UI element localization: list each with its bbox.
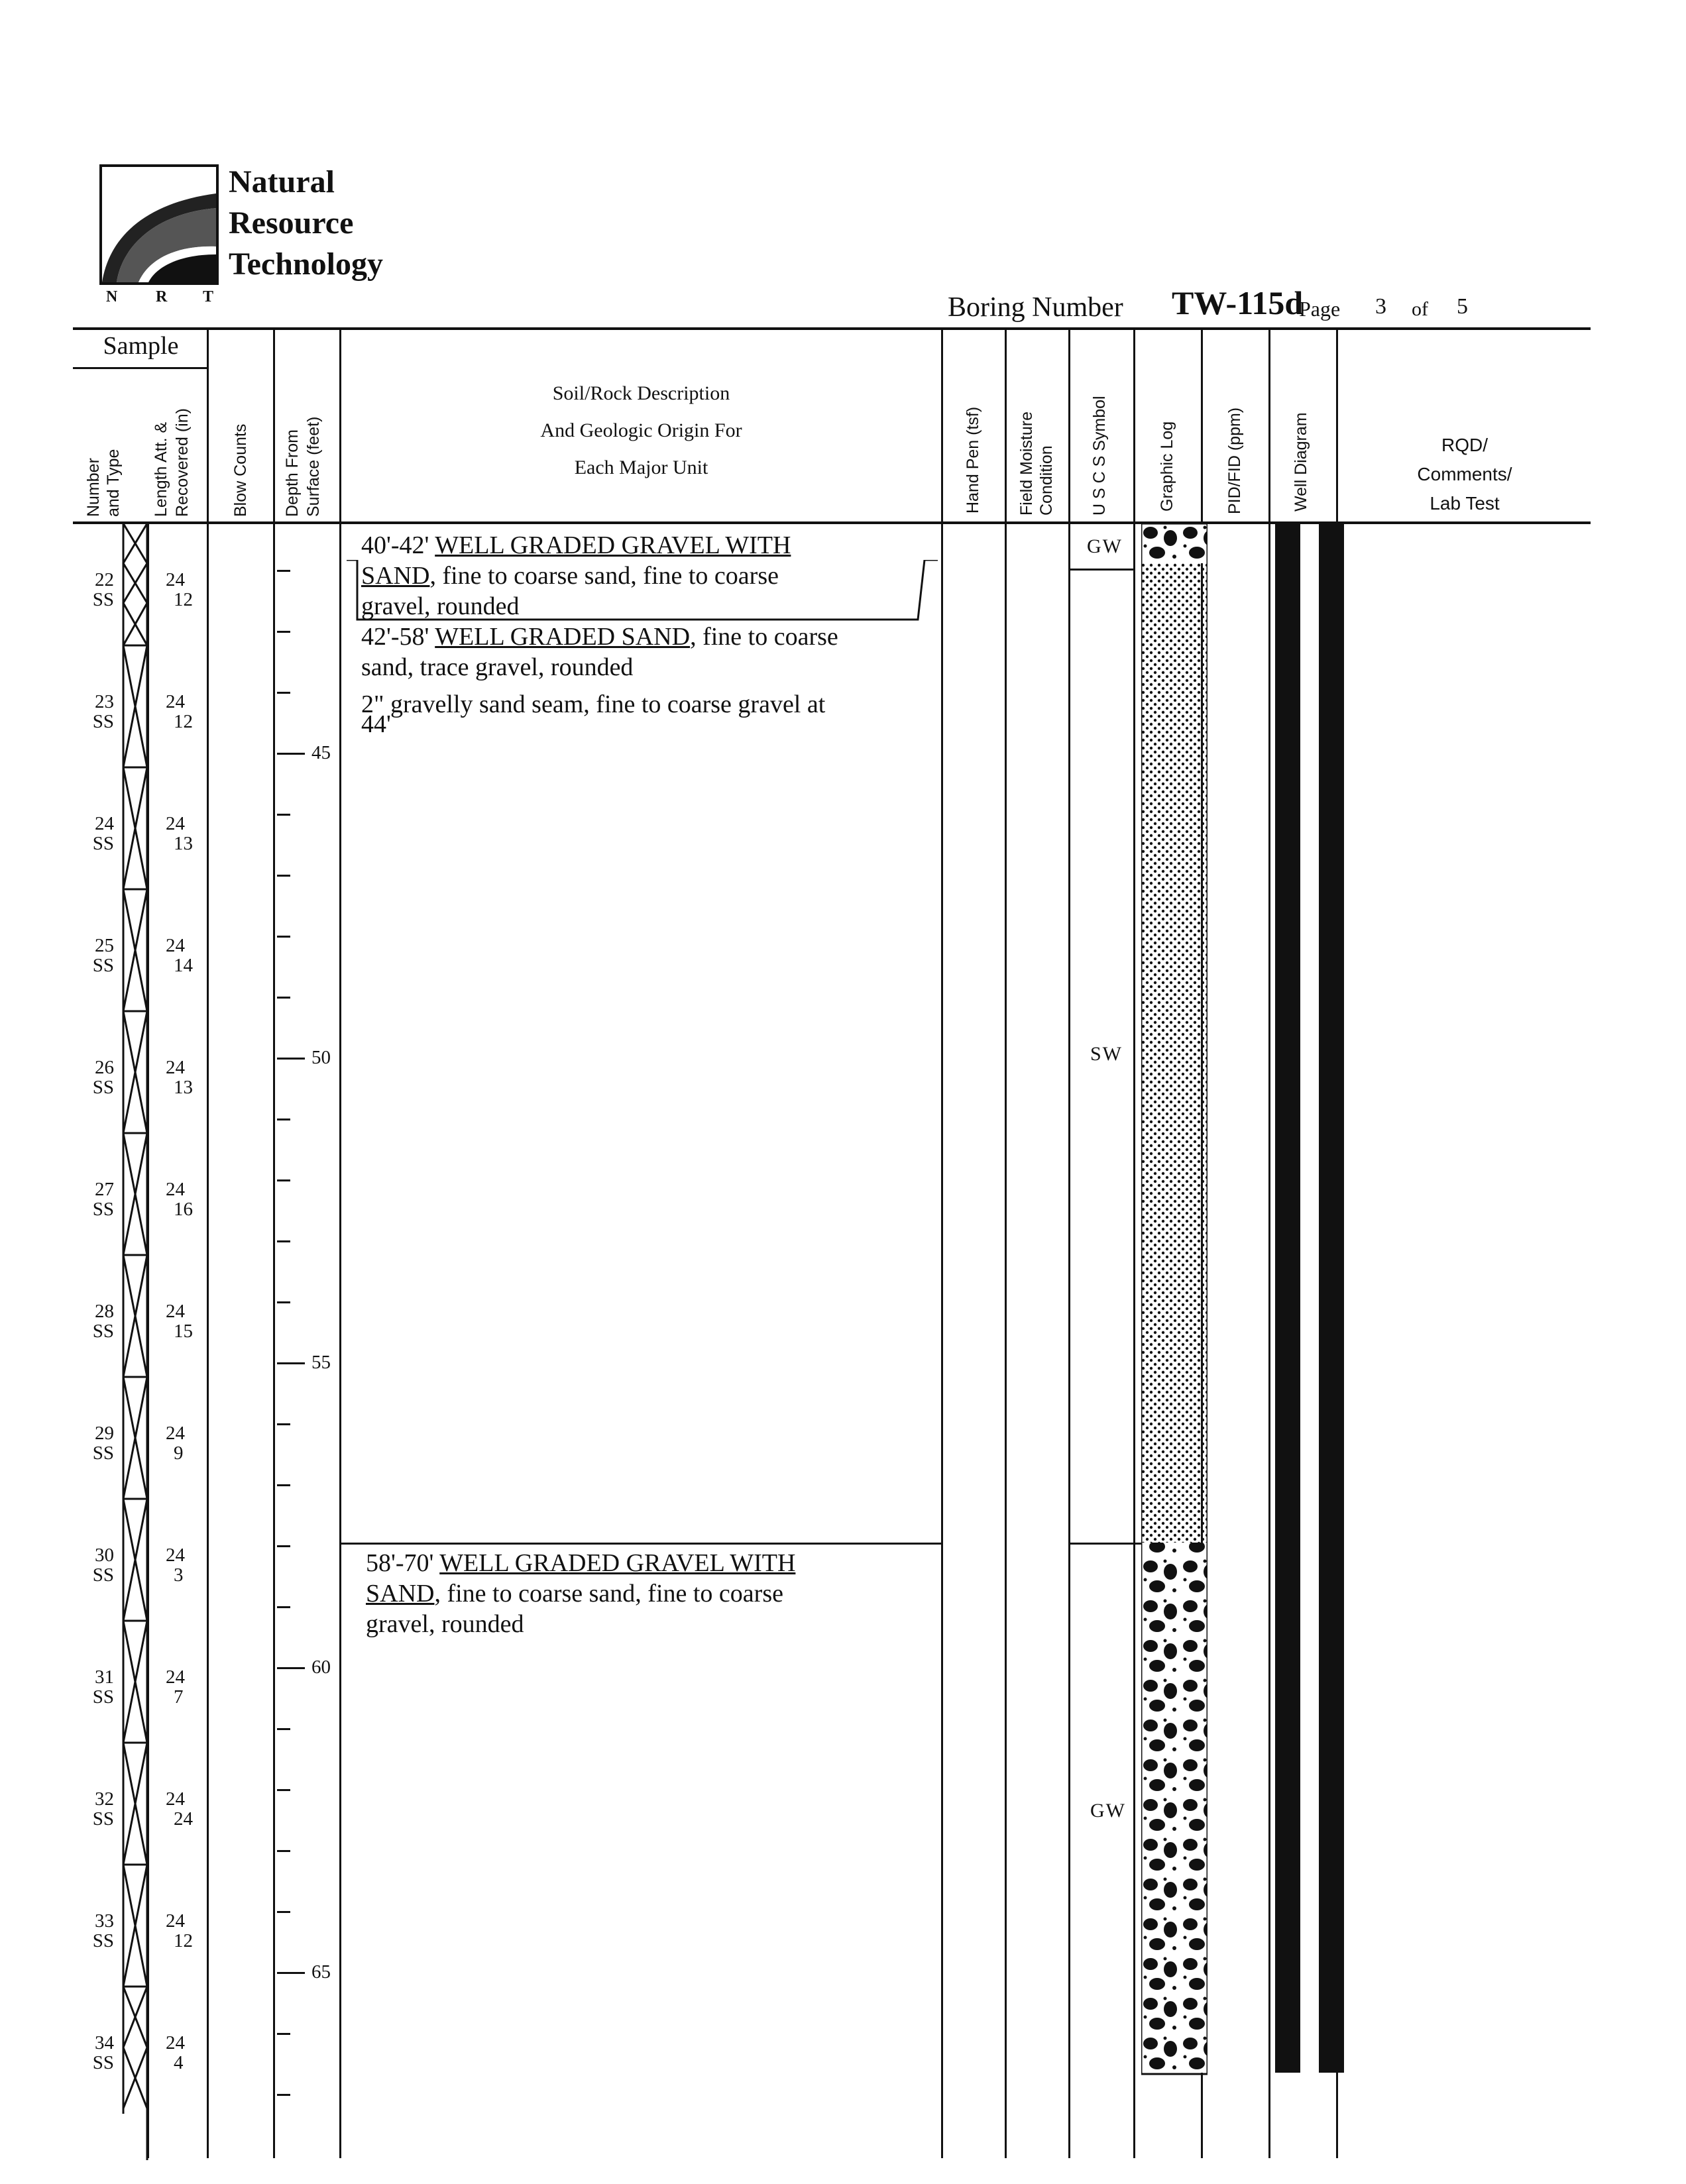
unit3-rest-a: , fine to coarse sand, fine to coarse bbox=[434, 1580, 783, 1608]
depth-major-tick bbox=[277, 1058, 305, 1060]
depth-label-60: 60 bbox=[311, 1657, 331, 1678]
depth-major-tick bbox=[277, 753, 305, 755]
sample-number-type bbox=[74, 2033, 114, 2073]
unit2-note-b: 44' bbox=[361, 710, 391, 738]
sample-length-recovered bbox=[166, 1423, 205, 1463]
unit3-range: 58'-70' bbox=[366, 1549, 434, 1577]
logo-letter-t: T bbox=[203, 288, 214, 305]
sample-length-recovered bbox=[166, 1545, 205, 1585]
page-label: Page bbox=[1299, 297, 1341, 321]
sample-number-type bbox=[74, 692, 114, 732]
col-divider bbox=[1268, 327, 1270, 2158]
sample-type: SS bbox=[92, 711, 114, 732]
logo-graphic bbox=[102, 167, 216, 282]
sample-number-type bbox=[74, 1058, 114, 1097]
depth-minor-tick bbox=[277, 1545, 290, 1547]
rqd-header bbox=[1339, 431, 1591, 518]
depth-major-tick bbox=[277, 1362, 305, 1364]
col-divider bbox=[1068, 327, 1070, 2158]
company-name-line2: Resource bbox=[229, 205, 354, 241]
sample-type: SS bbox=[92, 1199, 114, 1220]
depth-minor-tick bbox=[277, 1119, 290, 1120]
uscs-header: U S C S Symbol bbox=[1090, 396, 1109, 516]
sample-number-type bbox=[74, 814, 114, 853]
sample-interval-graphic bbox=[122, 523, 148, 2160]
unit2-rest-a: , fine to coarse bbox=[690, 623, 838, 651]
depth-minor-tick bbox=[277, 814, 290, 816]
depth-minor-tick bbox=[277, 997, 290, 999]
depth-header-2: Surface (feet) bbox=[304, 416, 323, 517]
sample-length: 24 bbox=[166, 1423, 185, 1444]
sample-length: 24 bbox=[166, 813, 185, 834]
sample-number: 32 bbox=[95, 1788, 114, 1810]
sample-recovered: 3 bbox=[174, 1564, 184, 1586]
sample-length: 24 bbox=[166, 1057, 185, 1078]
depth-minor-tick bbox=[277, 1606, 290, 1608]
logo-letter-r: R bbox=[156, 288, 168, 305]
page-number: 3 bbox=[1375, 294, 1386, 319]
uscs-symbol-sw: SW bbox=[1090, 1043, 1123, 1065]
description-header bbox=[341, 375, 941, 486]
rqd-header-line3: Lab Test bbox=[1430, 493, 1500, 514]
field-moisture-header-2: Condition bbox=[1037, 445, 1056, 516]
sample-number-type bbox=[74, 1789, 114, 1829]
depth-label-50: 50 bbox=[311, 1047, 331, 1068]
depth-minor-tick bbox=[277, 936, 290, 938]
sample-length-recovered bbox=[166, 692, 205, 732]
col-divider bbox=[1133, 327, 1135, 2158]
boring-number-label: Boring Number bbox=[948, 292, 1123, 323]
rqd-header-line2: Comments/ bbox=[1417, 464, 1512, 484]
sample-type: SS bbox=[92, 1930, 114, 1951]
sample-recovered: 9 bbox=[174, 1443, 184, 1464]
col-divider bbox=[1005, 327, 1007, 2158]
unit1-name-a: WELL GRADED GRAVEL WITH bbox=[435, 531, 791, 559]
unit3-name-b: SAND bbox=[366, 1580, 435, 1608]
depth-minor-tick bbox=[277, 692, 290, 694]
logo-letter-n: N bbox=[106, 288, 118, 305]
sample-length-recovered bbox=[166, 1911, 205, 1951]
sample-length: 24 bbox=[166, 691, 185, 712]
depth-minor-tick bbox=[277, 1850, 290, 1852]
unit3-description bbox=[366, 1548, 936, 1639]
sample-recovered: 13 bbox=[174, 833, 193, 854]
depth-major-tick bbox=[277, 1972, 305, 1974]
sample-number: 31 bbox=[95, 1666, 114, 1688]
description-header-line2: And Geologic Origin For bbox=[540, 419, 742, 441]
number-type-header-2: and Type bbox=[104, 449, 123, 517]
sample-number-type bbox=[74, 1423, 114, 1463]
unit1-rest-b: gravel, rounded bbox=[361, 592, 520, 620]
depth-major-tick bbox=[277, 1667, 305, 1669]
sample-recovered: 4 bbox=[174, 2052, 184, 2073]
sample-length-recovered bbox=[166, 1179, 205, 1219]
uscs-symbol-gw-bottom: GW bbox=[1090, 1800, 1126, 1822]
sample-type: SS bbox=[92, 1564, 114, 1586]
sample-type: SS bbox=[92, 589, 114, 610]
depth-header-1: Depth From bbox=[283, 429, 302, 517]
unit3-rest-b: gravel, rounded bbox=[366, 1610, 524, 1638]
sample-number-type bbox=[74, 936, 114, 975]
unit3-name-a: WELL GRADED GRAVEL WITH bbox=[439, 1549, 796, 1577]
sample-type: SS bbox=[92, 1686, 114, 1708]
unit2-rest-b: sand, trace gravel, rounded bbox=[361, 653, 634, 681]
sample-number: 28 bbox=[95, 1301, 114, 1322]
sample-length-recovered bbox=[166, 2033, 205, 2073]
col-divider bbox=[941, 327, 943, 2158]
sample-length-recovered bbox=[166, 570, 205, 610]
sample-number: 24 bbox=[95, 813, 114, 834]
unit1-name-b: SAND bbox=[361, 562, 430, 590]
company-logo bbox=[99, 164, 219, 285]
field-moisture-header-1: Field Moisture bbox=[1017, 411, 1036, 516]
description-header-line1: Soil/Rock Description bbox=[552, 382, 730, 404]
sample-type: SS bbox=[92, 1077, 114, 1098]
depth-minor-tick bbox=[277, 1728, 290, 1730]
sample-length-recovered bbox=[166, 936, 205, 975]
sample-number-type bbox=[74, 1667, 114, 1707]
depth-minor-tick bbox=[277, 1789, 290, 1791]
description-header-line3: Each Major Unit bbox=[574, 457, 708, 478]
page-of-label: of bbox=[1412, 298, 1428, 320]
depth-minor-tick bbox=[277, 2033, 290, 2035]
sample-type: SS bbox=[92, 1321, 114, 1342]
sample-number: 22 bbox=[95, 569, 114, 590]
hand-pen-header: Hand Pen (tsf) bbox=[964, 406, 982, 514]
sample-length: 24 bbox=[166, 1910, 185, 1932]
sample-recovered: 16 bbox=[174, 1199, 193, 1220]
sample-type: SS bbox=[92, 2052, 114, 2073]
sample-recovered: 7 bbox=[174, 1686, 184, 1708]
sample-number: 29 bbox=[95, 1423, 114, 1444]
pid-fid-header: PID/FID (ppm) bbox=[1225, 407, 1244, 514]
blow-counts-header: Blow Counts bbox=[231, 423, 250, 517]
sample-recovered: 15 bbox=[174, 1321, 193, 1342]
length-header-2: Recovered (in) bbox=[173, 408, 192, 517]
well-diagram-header: Well Diagram bbox=[1292, 412, 1310, 512]
depth-minor-tick bbox=[277, 875, 290, 877]
depth-minor-tick bbox=[277, 1179, 290, 1181]
sample-number: 30 bbox=[95, 1545, 114, 1566]
number-type-header-1: Number bbox=[84, 458, 103, 517]
sample-length: 24 bbox=[166, 569, 185, 590]
sample-number: 27 bbox=[95, 1179, 114, 1200]
graphic-log-pattern bbox=[1141, 523, 1208, 2087]
well-casing-left bbox=[1275, 523, 1300, 2073]
unit1-rest-a: , fine to coarse sand, fine to coarse bbox=[429, 562, 779, 590]
sample-length: 24 bbox=[166, 1545, 185, 1566]
graphic-log-header: Graphic Log bbox=[1158, 421, 1176, 512]
sample-length: 24 bbox=[166, 1179, 185, 1200]
sample-recovered: 12 bbox=[174, 589, 193, 610]
sample-length-recovered bbox=[166, 814, 205, 853]
sample-number: 23 bbox=[95, 691, 114, 712]
depth-minor-tick bbox=[277, 1423, 290, 1425]
sample-number-type bbox=[74, 1179, 114, 1219]
sample-length: 24 bbox=[166, 935, 185, 956]
unit2-description bbox=[361, 622, 938, 739]
sample-number-type bbox=[74, 1545, 114, 1585]
sample-number-type bbox=[74, 1911, 114, 1951]
depth-label-55: 55 bbox=[311, 1352, 331, 1373]
header-bottom-rule bbox=[73, 521, 1591, 524]
depth-minor-tick bbox=[277, 1911, 290, 1913]
depth-label-65: 65 bbox=[311, 1961, 331, 1983]
sample-number: 26 bbox=[95, 1057, 114, 1078]
boring-number-value: TW-115d bbox=[1172, 284, 1304, 321]
depth-minor-tick bbox=[277, 631, 290, 633]
depth-minor-tick bbox=[277, 1301, 290, 1303]
length-header-1: Length Att. & bbox=[152, 421, 170, 517]
sample-length: 24 bbox=[166, 2032, 185, 2053]
sample-type: SS bbox=[92, 955, 114, 976]
depth-minor-tick bbox=[277, 1240, 290, 1242]
depth-minor-tick bbox=[277, 1484, 290, 1486]
sample-number-type bbox=[74, 570, 114, 610]
uscs-symbol-gw-top: GW bbox=[1087, 535, 1123, 557]
sample-length: 24 bbox=[166, 1666, 185, 1688]
unit2-name: WELL GRADED SAND bbox=[435, 623, 691, 651]
sample-recovered: 24 bbox=[174, 1808, 193, 1829]
unit1-description bbox=[361, 530, 938, 622]
sample-length: 24 bbox=[166, 1788, 185, 1810]
unit2-range: 42'-58' bbox=[361, 623, 429, 651]
sample-recovered: 12 bbox=[174, 711, 193, 732]
sample-number: 34 bbox=[95, 2032, 114, 2053]
well-casing-right bbox=[1319, 523, 1344, 2073]
unit1-range: 40'-42' bbox=[361, 531, 429, 559]
sample-length-recovered bbox=[166, 1789, 205, 1829]
sample-recovered: 13 bbox=[174, 1077, 193, 1098]
sample-number: 33 bbox=[95, 1910, 114, 1932]
depth-minor-tick bbox=[277, 2094, 290, 2096]
depth-label-45: 45 bbox=[311, 742, 331, 763]
uscs-gw-rule bbox=[1068, 569, 1133, 571]
col-divider bbox=[273, 327, 275, 2158]
sample-length: 24 bbox=[166, 1301, 185, 1322]
sample-header: Sample bbox=[103, 332, 179, 360]
sample-number: 25 bbox=[95, 935, 114, 956]
sample-recovered: 14 bbox=[174, 955, 193, 976]
sample-recovered: 12 bbox=[174, 1930, 193, 1951]
rqd-header-line1: RQD/ bbox=[1441, 435, 1488, 455]
sample-number-type bbox=[74, 1301, 114, 1341]
sample-type: SS bbox=[92, 833, 114, 854]
company-name-line1: Natural bbox=[229, 164, 335, 199]
table-top-rule bbox=[73, 327, 1591, 330]
sample-type: SS bbox=[92, 1443, 114, 1464]
sample-type: SS bbox=[92, 1808, 114, 1829]
sample-header-rule bbox=[73, 367, 207, 369]
depth-minor-tick bbox=[277, 570, 290, 572]
unit2-note-a: 2" gravelly sand seam, fine to coarse gravel at bbox=[361, 690, 826, 718]
unit3-boundary bbox=[341, 1543, 941, 1545]
page-total: 5 bbox=[1457, 294, 1468, 319]
col-divider bbox=[207, 327, 209, 2158]
company-name-line3: Technology bbox=[229, 246, 383, 282]
sample-length-recovered bbox=[166, 1301, 205, 1341]
sample-length-recovered bbox=[166, 1058, 205, 1097]
sample-length-recovered bbox=[166, 1667, 205, 1707]
